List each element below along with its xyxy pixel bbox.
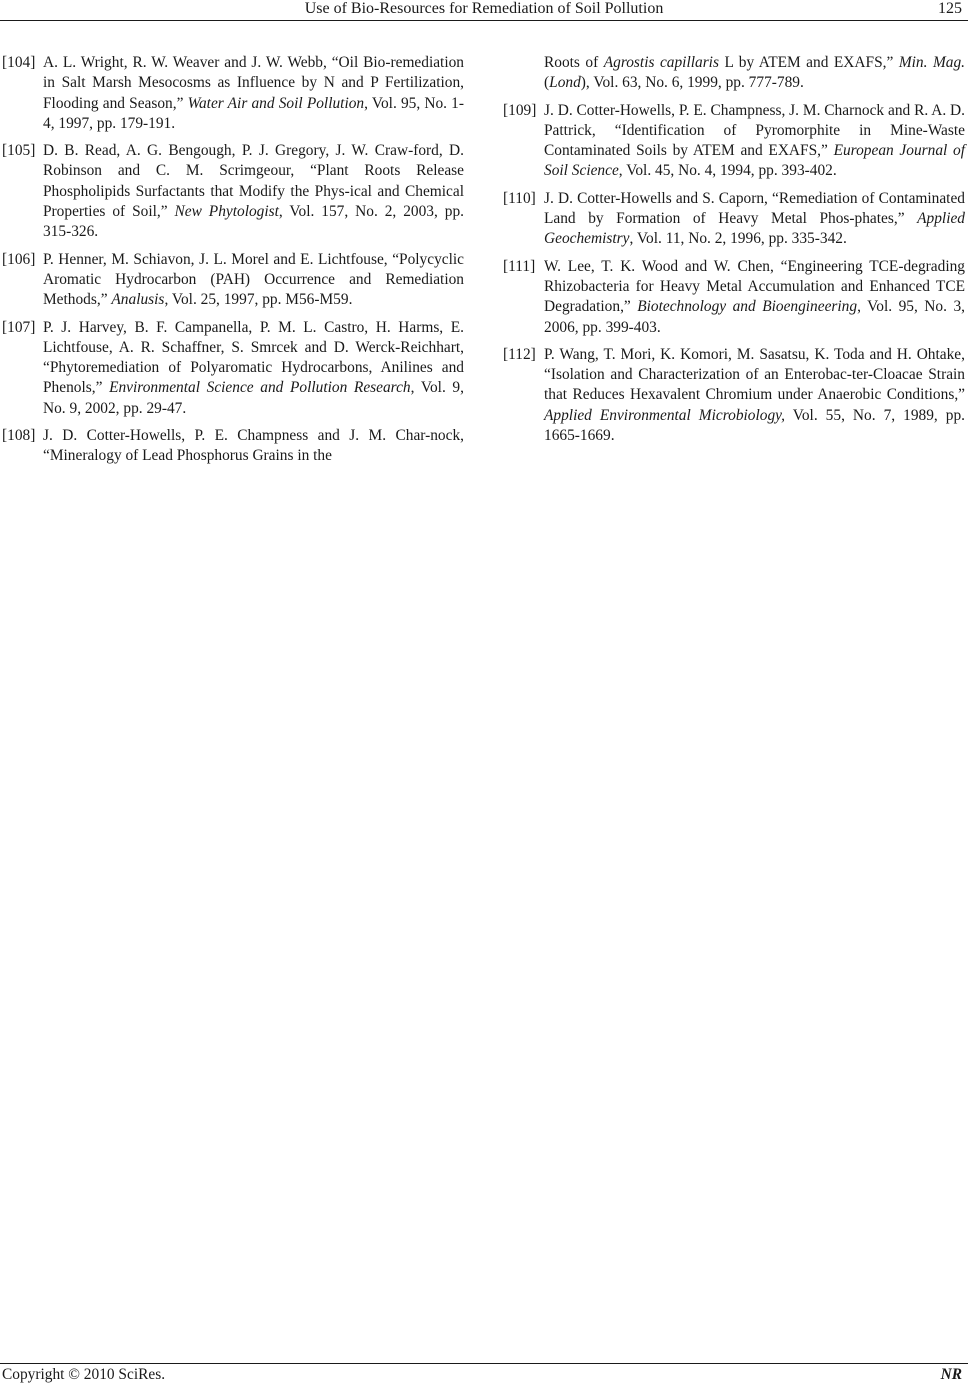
reference-details: , Vol. 45, No. 4, 1994, pp. 393-402. bbox=[618, 162, 837, 180]
reference-text: Roots of bbox=[544, 54, 604, 71]
reference-number: [108] bbox=[2, 427, 36, 445]
reference-details: ), Vol. 63, No. 6, 1999, pp. 777-789. bbox=[580, 74, 804, 92]
reference-details: , Vol. 157, No. 2, 2003, pp. 315-326. bbox=[43, 203, 464, 241]
reference-text: J. D. Cotter-Howells, P. E. Champness and J. M. Char-nock, “Mineralogy of Lead Phosphorus Grains in the bbox=[43, 427, 464, 465]
journal-title: Analusis bbox=[111, 291, 165, 309]
journal-title: Environmental Science and Pollution Research bbox=[109, 379, 411, 397]
left-column bbox=[2, 53, 464, 474]
reference-110 bbox=[503, 189, 965, 250]
page-number: 125 bbox=[938, 0, 962, 17]
reference-107 bbox=[2, 318, 464, 419]
page-footer bbox=[0, 1366, 968, 1386]
footer-rule bbox=[0, 1363, 968, 1364]
reference-details: Vol. 55, No. 7, 1989, pp. 1665-1669. bbox=[544, 406, 966, 445]
reference-text: P. J. Harvey, B. F. Campanella, P. M. L. Castro, H. Harms, E. Lichtfouse, A. R. Schaffner, S. Smrcek and D. Werck-Reichhart, “Phytoremediation of Polyaromatic Hydrocarbons, Anilines and Phenols,” bbox=[43, 318, 464, 397]
reference-text: J. D. Cotter-Howells, P. E. Champness, J. M. Charnock and R. A. D. Pattrick, “Identification of Pyromorphite in Mine-Waste Contaminated Soils by ATEM and EXAFS,” bbox=[544, 101, 965, 160]
reference-number: [106] bbox=[2, 250, 36, 268]
reference-106 bbox=[2, 250, 464, 311]
reference-108-continued bbox=[503, 53, 965, 94]
journal-title: New Phytologist bbox=[174, 203, 279, 221]
reference-details: , Vol. 25, 1997, pp. M56-M59. bbox=[164, 291, 353, 309]
running-head bbox=[0, 0, 968, 20]
species-name: Agrostis capillaris bbox=[603, 54, 719, 71]
reference-text: L by ATEM and EXAFS,” bbox=[718, 54, 899, 71]
reference-details: , Vol. 11, No. 2, 1996, pp. 335-342. bbox=[629, 230, 847, 248]
reference-112 bbox=[503, 345, 965, 446]
copyright-notice: Copyright © 2010 SciRes. bbox=[2, 1366, 166, 1383]
running-title: Use of Bio-Resources for Remediation of Soil Pollution bbox=[304, 0, 664, 17]
journal-title: Biotechnology and Bioengineering bbox=[637, 298, 858, 316]
journal-title: Applied Geochemistry bbox=[544, 210, 965, 248]
reference-111 bbox=[503, 257, 965, 338]
reference-details: , Vol. 95, No. 1-4, 1997, pp. 179-191. bbox=[43, 94, 464, 132]
reference-104 bbox=[2, 53, 464, 134]
reference-text: A. L. Wright, R. W. Weaver and J. W. Webb, “Oil Bio-remediation in Salt Marsh Mesocosms as Influence by N and P Fertilization, Flooding and Season,” bbox=[43, 54, 464, 112]
reference-number: [105] bbox=[2, 142, 36, 160]
header-rule bbox=[0, 20, 968, 21]
reference-text: D. B. Read, A. G. Bengough, P. J. Gregory, J. W. Craw-ford, D. Robinson and C. M. Scrimgeour, “Plant Roots Release Phospholipids Surfactants that Modify the Phys-ical and Chemical Properties of Soil,” bbox=[43, 142, 464, 221]
reference-number: [109] bbox=[503, 101, 537, 119]
reference-number: [111] bbox=[503, 257, 536, 275]
reference-number: [110] bbox=[503, 189, 536, 207]
journal-title: Min. Mag. bbox=[898, 54, 965, 71]
reference-number: [104] bbox=[2, 54, 36, 71]
reference-text: ( bbox=[544, 74, 550, 92]
reference-number: [107] bbox=[2, 318, 36, 336]
right-column bbox=[503, 53, 965, 453]
reference-text: P. Wang, T. Mori, K. Komori, M. Sasatsu, K. Toda and H. Ohtake, “Isolation and Characterization of an Enterobac-ter-Cloacae Strain that Reduces Hexavalent Chromium under Anaerobic Conditions,” bbox=[544, 345, 965, 404]
reference-109 bbox=[503, 101, 965, 182]
journal-title: Applied Environmental Microbiology, bbox=[544, 406, 785, 424]
reference-details: , Vol. 9, No. 9, 2002, pp. 29-47. bbox=[43, 379, 464, 417]
reference-105 bbox=[2, 141, 464, 242]
journal-title: European Journal of Soil Science bbox=[544, 142, 966, 180]
reference-number: [112] bbox=[503, 345, 536, 363]
journal-place: Lond bbox=[549, 74, 581, 92]
reference-text: J. D. Cotter-Howells and S. Caporn, “Remediation of Contaminated Land by Formation of Heavy Metal Phos-phates,” bbox=[544, 189, 965, 228]
journal-abbreviation: NR bbox=[940, 1366, 962, 1383]
journal-title: Water Air and Soil Pollution bbox=[187, 94, 365, 112]
reference-text: P. Henner, M. Schiavon, J. L. Morel and E. Lichtfouse, “Polycyclic Aromatic Hydrocarbon (PAH) Occurrence and Remediation Methods,” bbox=[43, 250, 464, 309]
reference-details: , Vol. 95, No. 3, 2006, pp. 399-403. bbox=[544, 298, 965, 336]
reference-text: W. Lee, T. K. Wood and W. Chen, “Engineering TCE-degrading Rhizobacteria for Heavy Metal Accumulation and Enhanced TCE Degradation,” bbox=[544, 257, 965, 316]
reference-108 bbox=[2, 426, 464, 467]
